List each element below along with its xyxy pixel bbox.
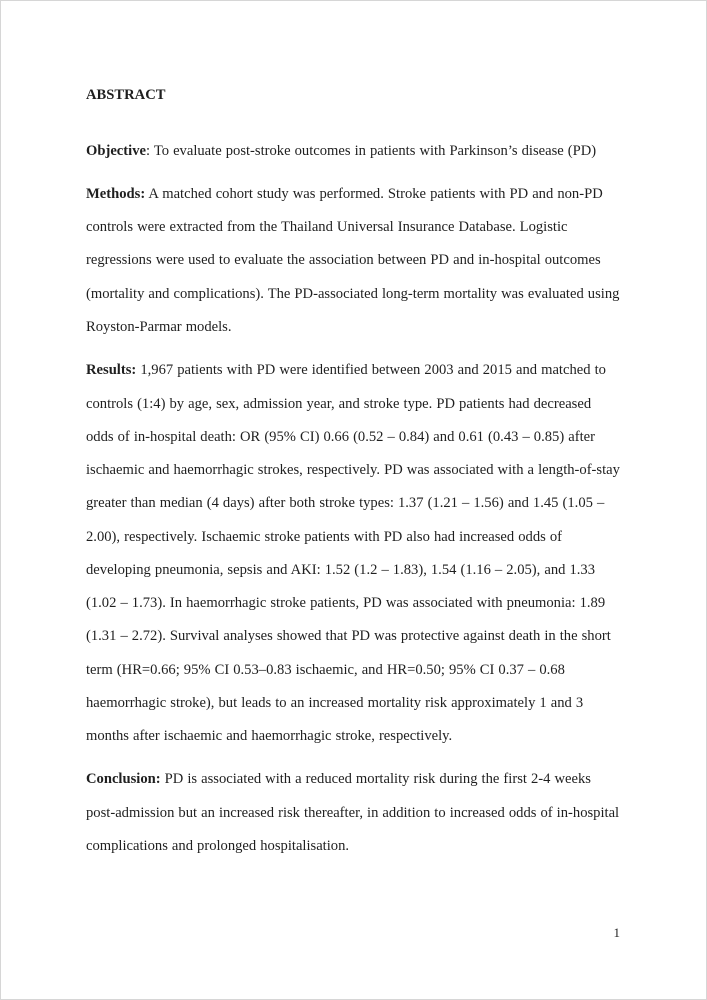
paragraph-conclusion <box>86 763 620 863</box>
paragraph-conclusion-text: PD is associated with a reduced mortality risk during the first 2-4 weeks post-admission but an increased risk thereafter, in addition to increased odds of in-hospital complications and prolonged hospitalisation. <box>86 771 620 854</box>
paragraph-results-text: 1,967 patients with PD were identified between 2003 and 2015 and matched to controls (1:4) by age, sex, admission year, and stroke type. PD patients had decreased odds of in-hospital death: OR (95% CI) 0.66 (0.52 – 0.84) and 0.61 (0.43 – 0.85) after ischaemic and haemorrhagic strokes, respectively. PD was associated with a length-of-stay greater than median (4 days) after both stroke types: 1.37 (1.21 – 1.56) and 1.45 (1.05 – 2.00), respectively. Ischaemic stroke patients with PD also had increased odds of developing pneumonia, sepsis and AKI: 1.52 (1.2 – 1.83), 1.54 (1.16 – 2.05), and 1.33 (1.02 – 1.73). In haemorrhagic stroke patients, PD was associated with pneumonia: 1.89 (1.31 – 2.72). Survival analyses showed that PD was protective against death in the short term (HR=0.66; 95% CI 0.53–0.83 ischaemic, and HR=0.50; 95% CI 0.37 – 0.68 haemorrhagic stroke), but leads to an increased mortality risk approximately 1 and 3 months after ischaemic and haemorrhagic stroke, respectively. <box>86 362 620 745</box>
paragraph-objective <box>86 135 620 168</box>
paragraph-methods <box>86 178 620 344</box>
paragraph-methods-text: A matched cohort study was performed. Stroke patients with PD and non-PD controls were extracted from the Thailand Universal Insurance Database. Logistic regressions were used to evaluate the association between PD and in-hospital outcomes (mortality and complications). The PD-associated long-term mortality was evaluated using Royston-Parmar models. <box>86 185 620 336</box>
paragraph-methods-label: Methods: <box>86 185 146 202</box>
paragraph-conclusion-label: Conclusion: <box>86 771 161 788</box>
paragraph-results <box>86 354 620 753</box>
paragraph-objective-label: Objective <box>86 142 146 159</box>
abstract-heading: ABSTRACT <box>86 87 166 103</box>
paragraph-objective-text: : To evaluate post-stroke outcomes in patients with Parkinson’s disease (PD) <box>145 142 597 159</box>
page-number: 1 <box>613 925 620 940</box>
paragraph-results-label: Results: <box>86 362 137 379</box>
